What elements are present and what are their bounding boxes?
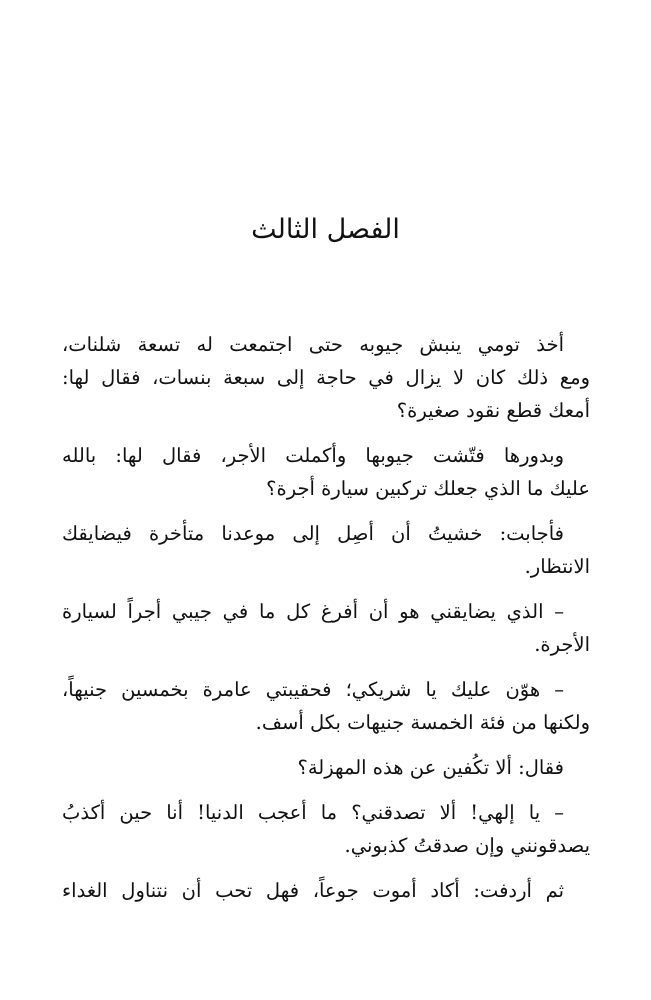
- paragraph: [62, 751, 590, 784]
- text-line: ثم أردفت: أكاد أموت جوعاً، فهل تحب أن نتناول الغداء: [62, 879, 564, 902]
- text-line: أمعك قطع نقود صغيرة؟: [396, 399, 590, 422]
- text-line: الانتظار.: [524, 555, 590, 578]
- text-line: – هوّن عليك يا شريكي؛ فحقيبتي عامرة بخمسين جنيهاً،: [62, 678, 564, 701]
- paragraph: [62, 328, 590, 427]
- text-line: وبدورها فتّشت جيوبها وأكملت الأجر، فقال لها: بالله: [62, 444, 564, 467]
- paragraph: [62, 595, 590, 661]
- text-line: ومع ذلك كان لا يزال في حاجة إلى سبعة بنسات، فقال لها:: [62, 366, 590, 389]
- text-line: ولكنها من فئة الخمسة جنيهات بكل أسف.: [255, 711, 590, 734]
- paragraph: [62, 673, 590, 739]
- text-line: – الذي يضايقني هو أن أفرغ كل ما في جيبي أجراً لسيارة: [62, 600, 564, 623]
- chapter-title: الفصل الثالث: [251, 214, 400, 245]
- text-line: يصدقونني وإن صدقتُ كذبوني.: [344, 834, 590, 857]
- text-line: الأجرة.: [534, 633, 590, 656]
- body-text: [62, 328, 590, 919]
- paragraph: [62, 439, 590, 505]
- text-line: أخذ تومي ينبش جيوبه حتى اجتمعت له تسعة شلنات،: [62, 333, 564, 356]
- paragraph: [62, 796, 590, 862]
- text-line: فأجابت: خشيتُ أن أصِل إلى موعدنا متأخرة فيضايقك: [62, 522, 564, 545]
- paragraph: [62, 517, 590, 583]
- text-line: فقال: ألا تكُفين عن هذه المهزلة؟: [297, 756, 564, 779]
- text-line: – يا إلهي! ألا تصدقني؟ ما أعجب الدنيا! أنا حين أكذبُ: [62, 801, 564, 824]
- paragraph: [62, 874, 590, 907]
- text-line: عليك ما الذي جعلك تركبين سيارة أجرة؟: [266, 477, 590, 500]
